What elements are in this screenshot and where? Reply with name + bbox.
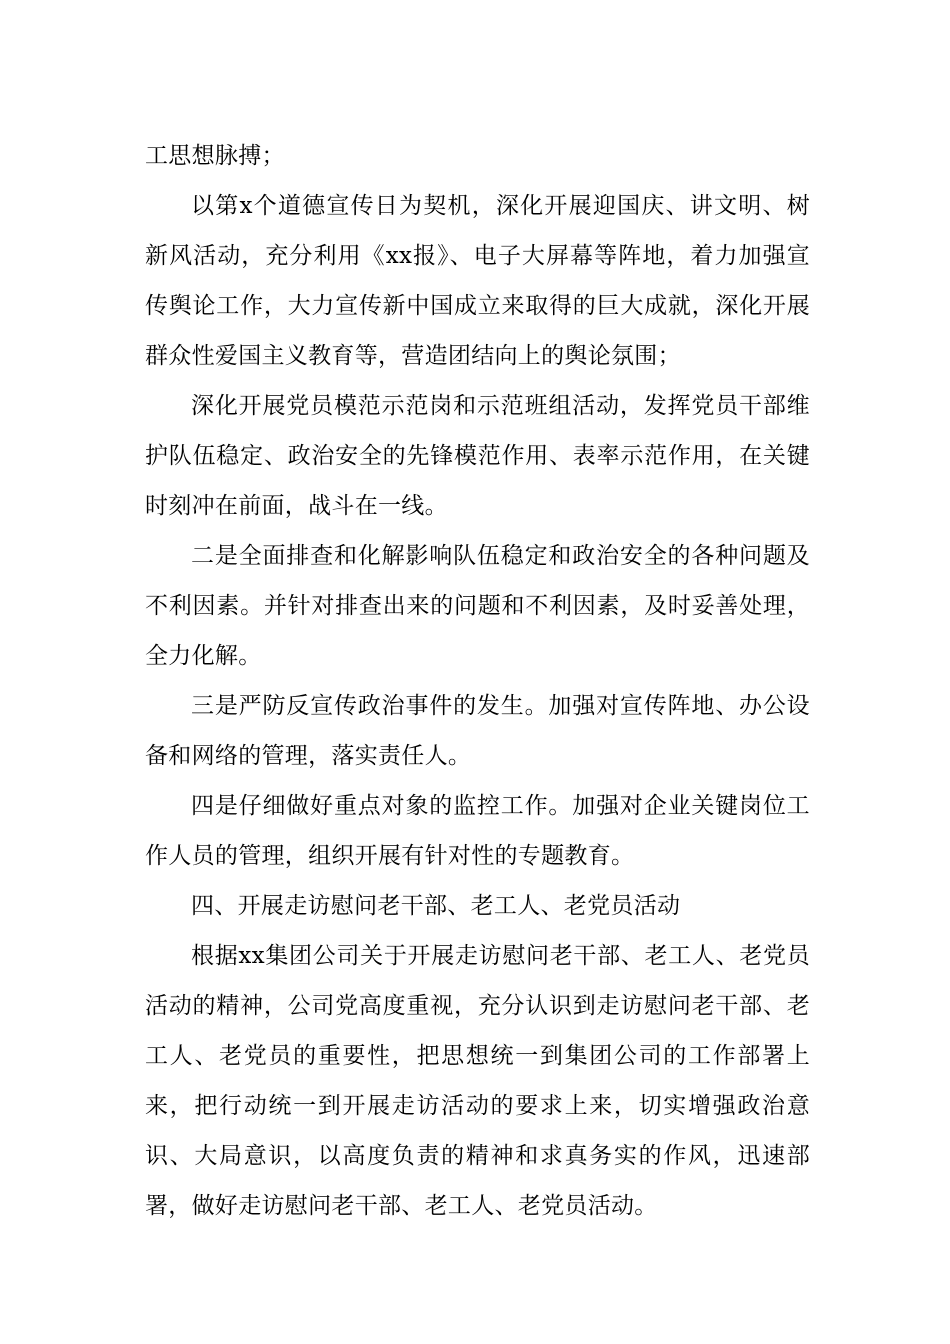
- paragraph-point-two: 二是全面排查和化解影响队伍稳定和政治安全的各种问题及不利因素。并针对排查出来的问题和不利因素，及时妥善处理，全力化解。: [145, 543, 810, 669]
- section-heading-four: 四、开展走访慰问老干部、老工人、老党员活动: [191, 893, 681, 919]
- paragraph-party-model: 深化开展党员模范示范岗和示范班组活动，发挥党员干部维护队伍稳定、政治安全的先锋模范作用、表率示范作用，在关键时刻冲在前面，战斗在一线。: [145, 393, 810, 519]
- paragraph-continuation: 工思想脉搏；: [145, 143, 285, 169]
- paragraph-morality-day: 以第x个道德宣传日为契机，深化开展迎国庆、讲文明、树新风活动，充分利用《xx报》、电子大屏幕等阵地，着力加强宣传舆论工作，大力宣传新中国成立来取得的巨大成就，深化开展群众性爱国主义教育等，营造团结向上的舆论氛围；: [145, 193, 810, 369]
- paragraph-point-four: 四是仔细做好重点对象的监控工作。加强对企业关键岗位工作人员的管理，组织开展有针对性的专题教育。: [145, 793, 810, 869]
- paragraph-point-three: 三是严防反宣传政治事件的发生。加强对宣传阵地、办公设备和网络的管理，落实责任人。: [145, 693, 810, 769]
- paragraph-visit-activity: 根据xx集团公司关于开展走访慰问老干部、老工人、老党员活动的精神，公司党高度重视，充分认识到走访慰问老干部、老工人、老党员的重要性，把思想统一到集团公司的工作部署上来，把行动统一到开展走访活动的要求上来，切实增强政治意识、大局意识，以高度负责的精神和求真务实的作风，迅速部署，做好走访慰问老干部、老工人、老党员活动。: [145, 943, 810, 1219]
- document-body: [145, 131, 810, 1231]
